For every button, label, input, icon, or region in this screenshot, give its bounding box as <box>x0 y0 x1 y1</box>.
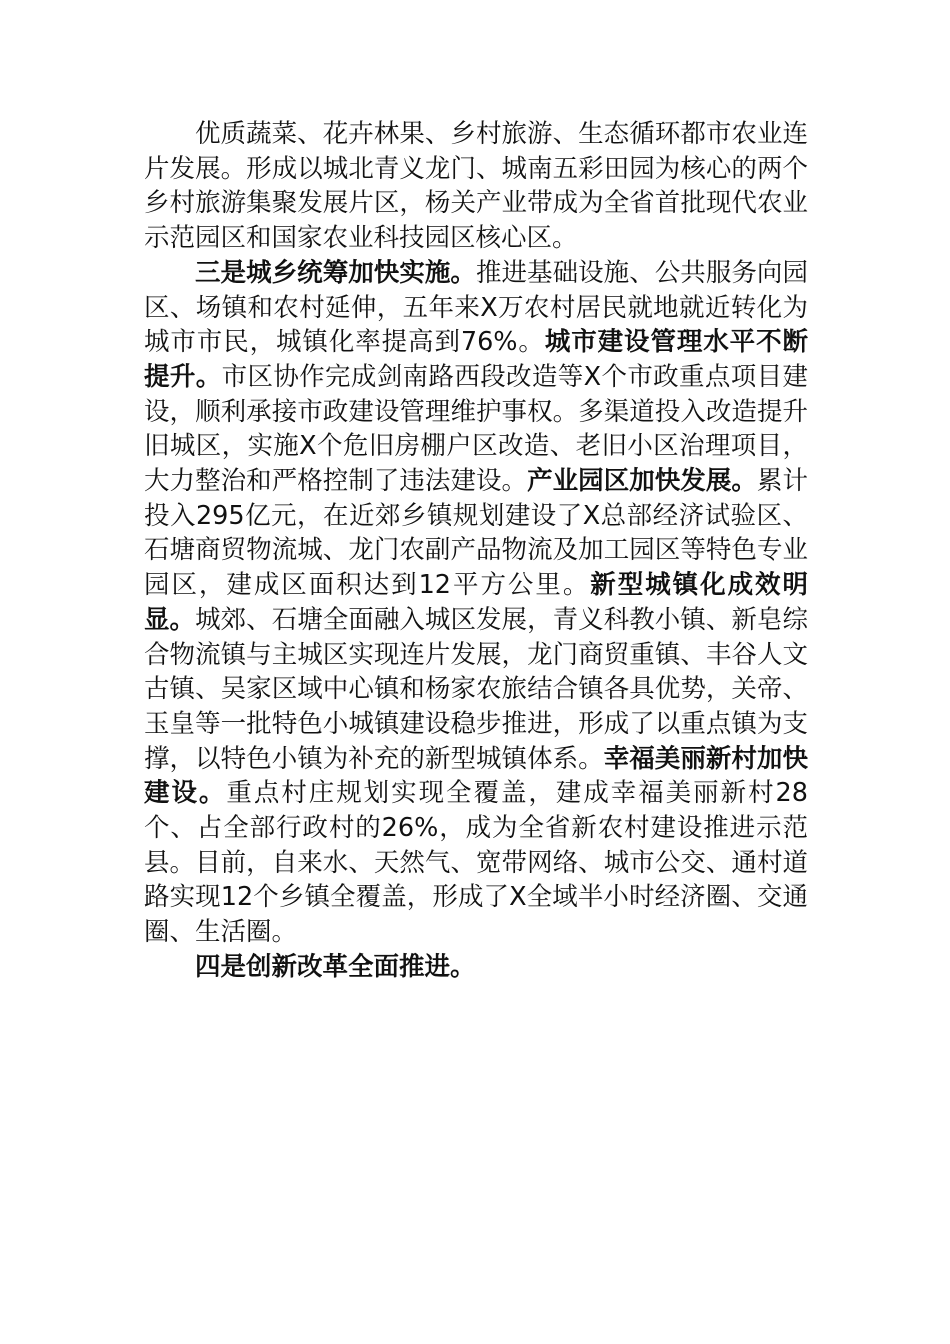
paragraph-text: 推进基础设施、公共服务向园区、场镇和农村延伸，五年来X万农村居民就地就近转化为城市市民，城镇化率提高到76%。 <box>144 257 808 358</box>
subheading-new-villages: 幸福美丽新村加快建设。 <box>144 743 808 809</box>
paragraph-text: 市区协作完成剑南路西段改造等X个市政重点项目建设，顺利承接市政建设管理维护事权。多渠道投入改造提升旧城区，实施X个危旧房棚户区改造、老旧小区治理项目，大力整治和严格控制了违法建设。 <box>144 361 808 497</box>
paragraph-3 <box>144 950 808 985</box>
paragraph-text: 累计投入295亿元，在近郊乡镇规划建设了X总部经济试验区、石塘商贸物流城、龙门农副产品物流及加工园区等特色专业园区，建成区面积达到12平方公里。 <box>144 466 808 601</box>
paragraph-text: 重点村庄规划实现全覆盖，建成幸福美丽新村28个、占全部行政村的26%，成为全省新农村建设推进示范县。目前，自来水、天然气、宽带网络、城市公交、通村道路实现12个乡镇全覆盖，形成了X全域半小时经济圈、交通圈、生活圈。 <box>144 778 808 948</box>
document-body <box>144 117 808 985</box>
paragraph-text: 优质蔬菜、花卉林果、乡村旅游、生态循环都市农业连片发展。形成以城北青义龙门、城南五彩田园为核心的两个乡村旅游集聚发展片区，杨关产业带成为全省首批现代农业示范园区和国家农业科技园区核心区。 <box>144 119 808 254</box>
section-heading-urban-rural: 三是城乡统筹加快实施。 <box>195 257 476 288</box>
subheading-industrial-parks: 产业园区加快发展。 <box>527 466 757 497</box>
section-heading-reform: 四是创新改革全面推进。 <box>195 951 476 982</box>
paragraph-2 <box>144 256 808 950</box>
subheading-urban-management: 城市建设管理水平不断提升。 <box>144 327 808 392</box>
paragraph-text: 城郊、石塘全面融入城区发展，青义科教小镇、新皂综合物流镇与主城区实现连片发展，龙门商贸重镇、丰谷人文古镇、吴家区域中心镇和杨家农旅结合镇各具优势，关帝、玉皇等一批特色小城镇建设稳步推进，形成了以重点镇为支撑，以特色小镇为补充的新型城镇体系。 <box>144 604 808 774</box>
subheading-urbanization: 新型城镇化成效明显。 <box>144 570 808 635</box>
paragraph-1 <box>144 117 808 256</box>
